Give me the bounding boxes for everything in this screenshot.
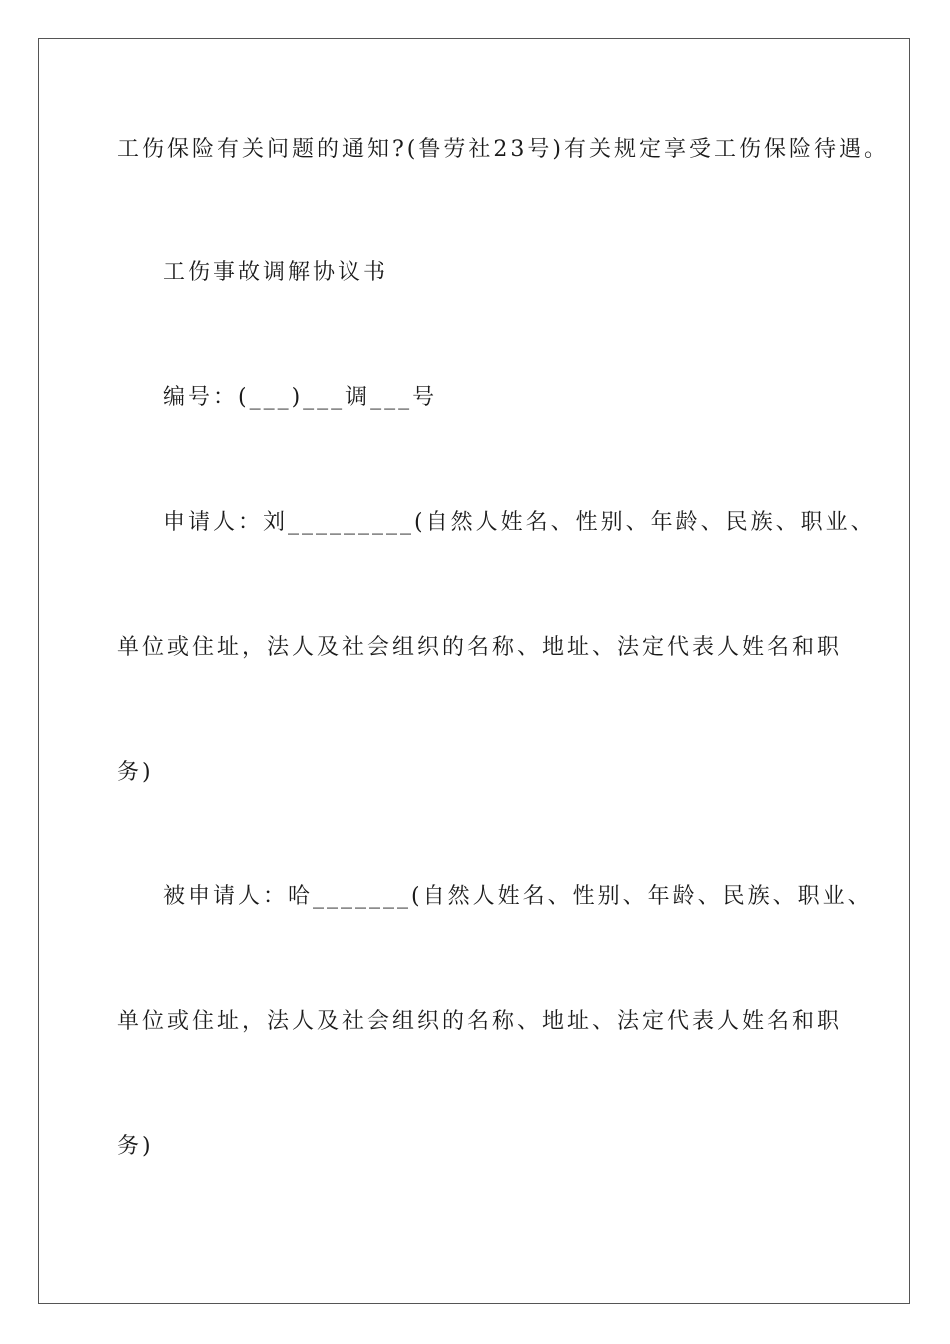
paragraph-line-notice: 工伤保险有关问题的通知?(鲁劳社23号)有关规定享受工伤保险待遇。	[117, 137, 889, 162]
applicant-line-continued: 单位或住址，法人及社会组织的名称、地址、法定代表人姓名和职	[117, 635, 843, 660]
document-number-line: 编号：(___)___调___号	[163, 385, 438, 410]
applicant-line: 申请人：刘_________(自然人姓名、性别、年龄、民族、职业、	[163, 510, 876, 535]
applicant-line-end: 务)	[117, 760, 154, 785]
page-border	[38, 38, 910, 1304]
respondent-line: 被申请人：哈_______(自然人姓名、性别、年龄、民族、职业、	[163, 884, 873, 909]
respondent-line-end: 务)	[117, 1134, 154, 1159]
document-title: 工伤事故调解协议书	[163, 260, 389, 285]
respondent-line-continued: 单位或住址，法人及社会组织的名称、地址、法定代表人姓名和职	[117, 1009, 843, 1034]
